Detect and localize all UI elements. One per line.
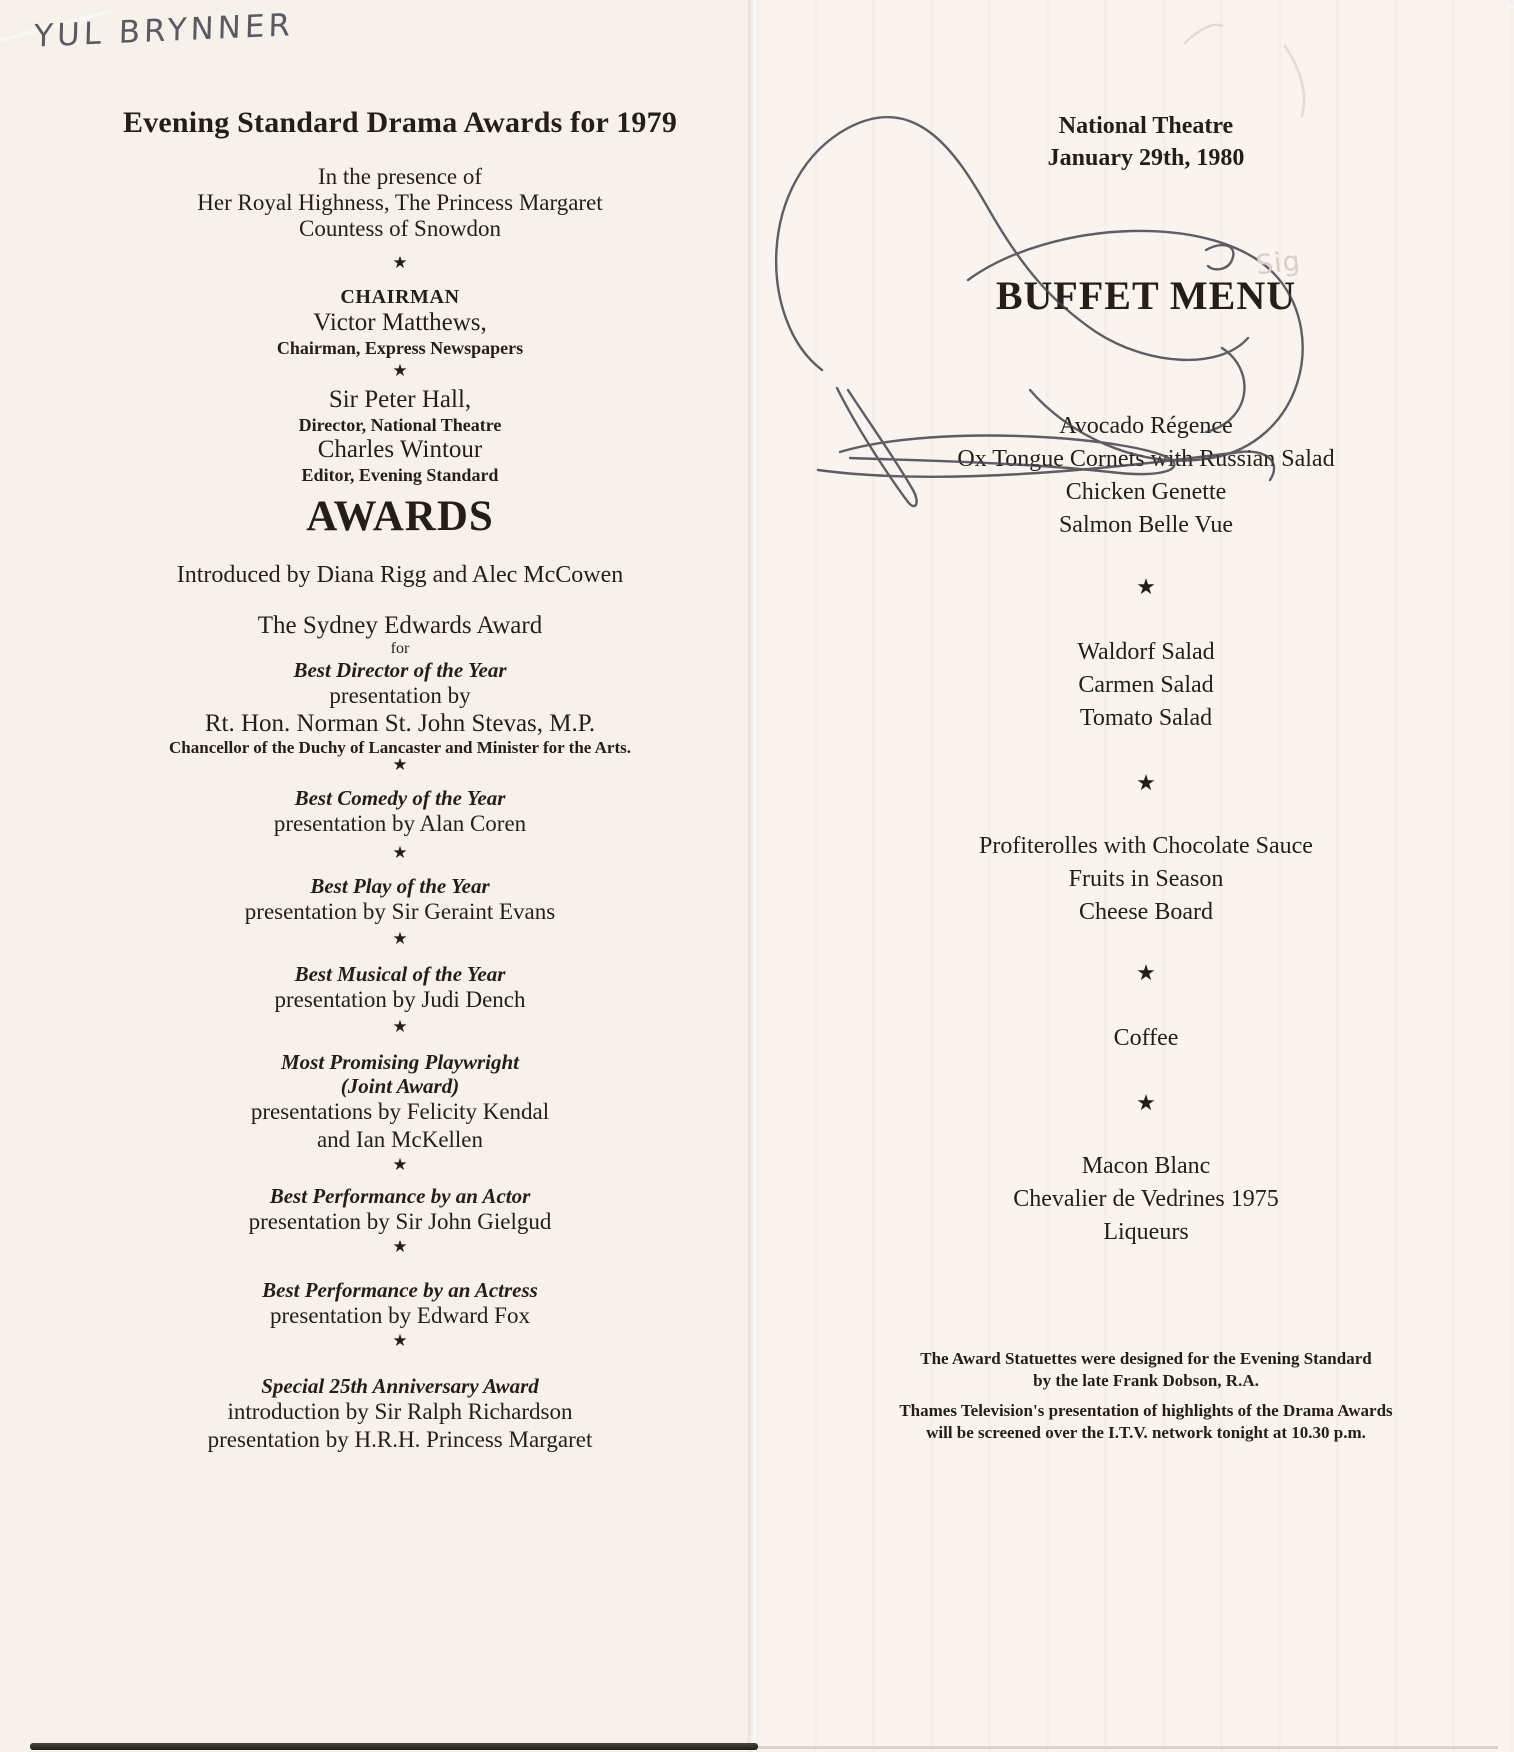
menu-course-wines <box>778 1150 1514 1249</box>
star-separator-icon: ★ <box>392 1017 408 1036</box>
chairman-name: Victor Matthews, <box>313 309 487 336</box>
menu-item: Coffee <box>1113 1025 1179 1051</box>
star-separator-icon: ★ <box>392 843 408 862</box>
award-block <box>44 786 756 838</box>
award-category: Best Musical of the Year <box>294 962 506 986</box>
official-name: Charles Wintour <box>317 436 483 463</box>
menu-item: Profiterolles with Chocolate Sauce <box>979 833 1313 859</box>
award-presenter: and Ian McKellen <box>316 1127 484 1152</box>
award-category: Best Performance by an Actor <box>269 1184 531 1208</box>
menu-item: Carmen Salad <box>1078 672 1214 698</box>
awards-page-title: Evening Standard Drama Awards for 1979 <box>122 106 678 139</box>
presenter-name: Rt. Hon. Norman St. John Stevas, M.P. <box>204 710 596 737</box>
menu-item: Chevalier de Vedrines 1975 <box>1013 1186 1279 1212</box>
awards-page <box>0 0 756 1752</box>
award-block <box>44 874 756 926</box>
menu-item: Liqueurs <box>1103 1219 1189 1245</box>
presentation-lead: presentation by <box>329 683 471 708</box>
presence-line: Countess of Snowdon <box>299 216 501 241</box>
award-category: Most Promising Playwright <box>280 1050 520 1074</box>
footnote-line: by the late Frank Dobson, R.A. <box>1033 1371 1259 1390</box>
award-block <box>44 1184 756 1236</box>
sydney-award-block <box>44 612 756 758</box>
award-presenter: presentations by Felicity Kendal <box>250 1099 550 1124</box>
footnote-line: Thames Television's presentation of highlights of the Drama Awards <box>899 1401 1393 1420</box>
menu-item: Macon Blanc <box>1081 1153 1211 1179</box>
star-separator-icon: ★ <box>392 361 408 380</box>
presence-line: Her Royal Highness, The Princess Margaret <box>197 190 603 215</box>
footnote-line: will be screened over the I.T.V. network tonight at 10.30 p.m. <box>926 1423 1366 1442</box>
awards-intro: Introduced by Diana Rigg and Alec McCowen <box>176 562 624 588</box>
star-separator-icon: ★ <box>392 1331 408 1350</box>
award-category: Best Play of the Year <box>310 874 490 898</box>
menu-title: BUFFET MENU <box>995 273 1297 318</box>
award-category: Best Performance by an Actress <box>262 1278 538 1302</box>
venue-name: National Theatre <box>1058 113 1234 139</box>
presence-line: In the presence of <box>317 164 483 189</box>
chairman-block <box>44 286 756 359</box>
awards-heading: AWARDS <box>306 493 494 540</box>
presenter-role: Chancellor of the Duchy of Lancaster and Minister for the Arts. <box>169 738 631 757</box>
pencil-note: Sig <box>1254 245 1303 282</box>
menu-item: Ox Tongue Cornets with Russian Salad <box>957 446 1335 472</box>
menu-item: Chicken Genette <box>1065 479 1227 505</box>
paper-crease <box>1497 4 1514 67</box>
official-block <box>44 386 756 436</box>
star-separator-icon: ★ <box>1136 1090 1156 1115</box>
award-block <box>44 962 756 1014</box>
scan-edge-shadow <box>30 1743 758 1750</box>
star-separator-icon: ★ <box>1136 770 1156 795</box>
footnote-television <box>778 1400 1514 1444</box>
award-category: Special 25th Anniversary Award <box>261 1374 539 1398</box>
award-block <box>44 1278 756 1330</box>
star-separator-icon: ★ <box>1136 574 1156 599</box>
award-presenter: presentation by Edward Fox <box>270 1303 530 1328</box>
menu-course-salads <box>778 636 1514 735</box>
star-separator-icon: ★ <box>392 1237 408 1256</box>
menu-item: Waldorf Salad <box>1077 639 1215 665</box>
award-category-note: (Joint Award) <box>340 1074 460 1098</box>
star-separator-icon: ★ <box>392 253 408 272</box>
official-block <box>44 436 756 486</box>
scan-edge-line <box>758 1746 1498 1749</box>
autograph-name-handwriting: YUL BRYNNER <box>33 7 295 55</box>
award-presenter: presentation by Judi Dench <box>274 987 526 1012</box>
menu-item: Fruits in Season <box>1068 866 1224 892</box>
sydney-award-title: The Sydney Edwards Award <box>257 612 543 639</box>
menu-course-coffee <box>778 1022 1514 1055</box>
autograph-scribble-overlay <box>700 70 1340 540</box>
star-separator-icon: ★ <box>392 755 408 774</box>
menu-item: Tomato Salad <box>1079 705 1213 731</box>
footnote-statuettes <box>778 1348 1514 1392</box>
menu-item: Cheese Board <box>1079 899 1213 925</box>
event-date: January 29th, 1980 <box>1047 145 1245 171</box>
official-role: Director, National Theatre <box>298 415 502 435</box>
pencil-marks <box>1160 8 1360 128</box>
official-name: Sir Peter Hall, <box>328 386 472 413</box>
award-presenter: presentation by Sir John Gielgud <box>248 1209 552 1234</box>
official-role: Editor, Evening Standard <box>301 465 499 485</box>
sydney-award-for: for <box>390 640 410 657</box>
menu-course-desserts <box>778 830 1514 929</box>
award-category: Best Comedy of the Year <box>294 786 506 810</box>
award-block <box>44 1050 756 1154</box>
footnote-line: The Award Statuettes were designed for the Evening Standard <box>920 1349 1372 1368</box>
award-presenter: introduction by Sir Ralph Richardson <box>227 1399 573 1424</box>
award-block <box>44 1374 756 1454</box>
award-presenter: presentation by Sir Geraint Evans <box>244 899 556 924</box>
award-presenter: presentation by H.R.H. Princess Margaret <box>207 1427 593 1452</box>
chairman-role: Chairman, Express Newspapers <box>276 338 524 358</box>
award-presenter: presentation by Alan Coren <box>273 811 527 836</box>
menu-item: Salmon Belle Vue <box>1058 512 1234 538</box>
menu-item: Avocado Régence <box>1059 413 1233 439</box>
star-separator-icon: ★ <box>392 1155 408 1174</box>
chairman-heading: CHAIRMAN <box>340 286 460 308</box>
presence-block <box>44 164 756 242</box>
star-separator-icon: ★ <box>392 929 408 948</box>
star-separator-icon: ★ <box>1136 960 1156 985</box>
award-category: Best Director of the Year <box>293 658 507 682</box>
